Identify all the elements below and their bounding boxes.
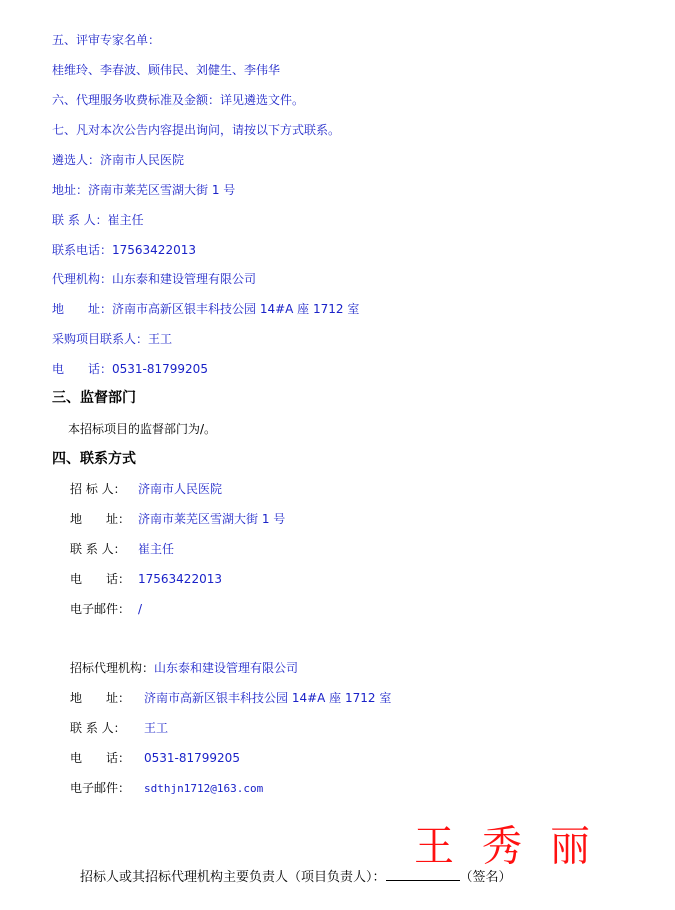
agency-contact-label: 联 系 人： — [70, 721, 126, 735]
agency-phone-label: 电 话： — [70, 751, 131, 765]
agency-name: 代理机构：山东泰和建设管理有限公司 — [52, 272, 257, 286]
agency-email-label: 电子邮件： — [70, 781, 131, 795]
tenderer-address: 济南市莱芜区雪湖大街 1 号 — [138, 512, 286, 526]
tenderer-name-label: 招 标 人： — [70, 482, 126, 496]
agency-phone-row — [70, 750, 240, 766]
contact-address: 地址：济南市莱芜区雪湖大街 1 号 — [52, 183, 236, 197]
tenderer-phone: 17563422013 — [138, 572, 222, 586]
project-contact: 采购项目联系人：王工 — [52, 332, 173, 346]
agency-address-value: 济南市高新区银丰科技公园 14#A 座 1712 室 — [144, 691, 392, 705]
signature-suffix: （签名） — [459, 870, 512, 885]
agency-phone: 电 话：0531-81799205 — [52, 362, 208, 376]
tenderer-phone-label: 电 话： — [70, 572, 131, 586]
contact-person: 联 系 人：崔主任 — [52, 213, 144, 227]
section5-title: 五、评审专家名单： — [52, 33, 161, 47]
expert-names: 桂维玲、李春波、顾伟民、刘健生、李伟华 — [52, 63, 281, 77]
contact-heading: 四、联系方式 — [52, 451, 136, 467]
tenderer-contact: 崔主任 — [138, 542, 175, 556]
tenderer-name: 济南市人民医院 — [138, 482, 223, 496]
section7-text: 七、凡对本次公告内容提出询问，请按以下方式联系。 — [52, 123, 341, 137]
agency-name-row — [70, 660, 298, 676]
signature-blank — [386, 868, 460, 881]
tenderer-phone-row — [70, 571, 222, 587]
agency-name-label: 招标代理机构： — [70, 661, 155, 675]
agency-address-row — [70, 690, 391, 706]
agency-email-value: sdthjn1712@163.com — [144, 782, 264, 795]
tenderer-contact-row — [70, 541, 174, 557]
tenderer-address-label: 地 址： — [70, 512, 131, 526]
tenderer-address-row — [70, 511, 285, 527]
agency-contact-value: 王工 — [144, 721, 169, 735]
agency-email-row — [70, 780, 263, 797]
agency-address: 地 址：济南市高新区银丰科技公园 14#A 座 1712 室 — [52, 302, 360, 316]
tenderer-contact-label: 联 系 人： — [70, 542, 126, 556]
tenderer-email: / — [138, 602, 143, 616]
tenderer-email-label: 电子邮件： — [70, 602, 131, 616]
section6-text: 六、代理服务收费标准及金额：详见遴选文件。 — [52, 93, 305, 107]
agency-contact-row — [70, 720, 168, 736]
contact-selector: 遴选人：济南市人民医院 — [52, 153, 185, 167]
tenderer-name-row — [70, 481, 222, 497]
agency-phone-value: 0531-81799205 — [144, 751, 240, 765]
agency-address-label: 地 址： — [70, 691, 131, 705]
supervision-text: 本招标项目的监督部门为/。 — [68, 422, 217, 436]
signature-prefix: 招标人或其招标代理机构主要负责人（项目负责人）： — [80, 870, 386, 885]
tenderer-email-row — [70, 601, 142, 617]
contact-phone: 联系电话：17563422013 — [52, 243, 196, 257]
handwritten-signature: 王秀丽 — [414, 822, 618, 872]
signature-line — [80, 868, 512, 887]
agency-name-value: 山东泰和建设管理有限公司 — [154, 661, 299, 675]
supervision-heading: 三、监督部门 — [52, 390, 136, 406]
